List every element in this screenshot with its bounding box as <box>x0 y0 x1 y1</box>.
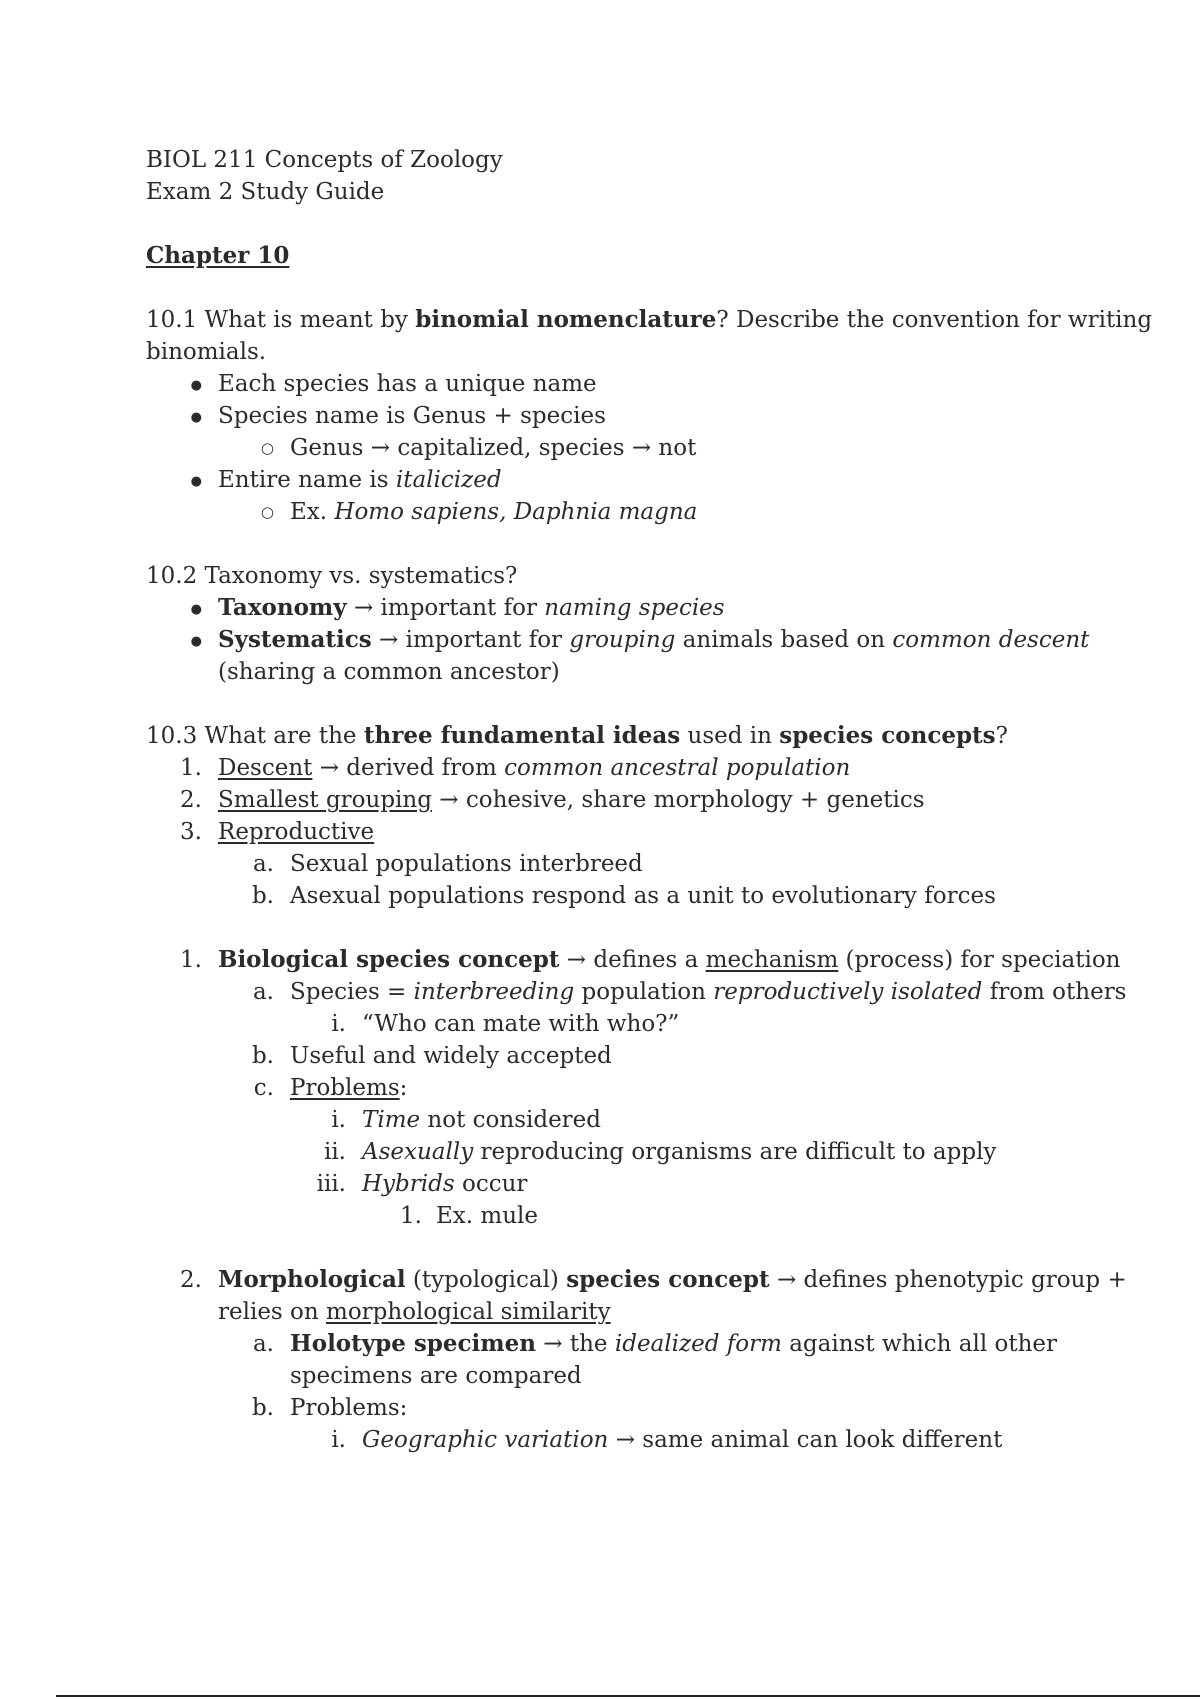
document-page <box>146 144 1153 1456</box>
list-item: 1. Biological species concept → defines a mechanism (process) for speciation <box>180 946 1121 973</box>
list-item: i. “Who can mate with who?” <box>331 1011 680 1037</box>
bullet-icon <box>146 400 202 436</box>
page-bottom-rule <box>56 1695 1200 1697</box>
question-10-1: 10.1 What is meant by binomial nomenclature? Describe the convention for writing <box>146 306 1153 333</box>
hollow-bullet-icon <box>218 496 274 530</box>
list-item: ● Entire name is italicized <box>146 464 1096 496</box>
list-item: 2. Morphological (typological) species concept → defines phenotypic group + <box>180 1266 1127 1293</box>
list-item: 2. Smallest grouping → cohesive, share morphology + genetics <box>180 787 925 813</box>
list-item: ● Each species has a unique name <box>146 368 1096 400</box>
arrow-icon: → <box>543 1331 563 1357</box>
arrow-icon: → <box>566 947 587 973</box>
list-item: b. Problems: <box>251 1395 408 1421</box>
list-item: c. Problems: <box>253 1075 408 1101</box>
question-10-2: 10.2 Taxonomy vs. systematics? <box>146 563 518 589</box>
list-item: i. Time not considered <box>331 1107 602 1133</box>
list-item: b. Useful and widely accepted <box>251 1043 612 1069</box>
list-item: a. Sexual populations interbreed <box>252 851 643 877</box>
list-item-cont: relies on morphological similarity <box>218 1299 611 1325</box>
list-item-cont: (sharing a common ancestor) <box>218 659 560 685</box>
list-item: ○ Ex. Homo sapiens, Daphnia magna <box>146 496 1096 528</box>
bullet-icon <box>146 368 202 404</box>
arrow-icon: → <box>370 435 391 461</box>
list-item: a. Species = interbreeding population reproductively isolated from others <box>252 979 1127 1005</box>
list-item: ii. Asexually reproducing organisms are difficult to apply <box>323 1139 997 1165</box>
list-item: b. Asexual populations respond as a unit to evolutionary forces <box>251 883 996 909</box>
guide-subtitle: Exam 2 Study Guide <box>146 179 385 205</box>
question-10-1-cont: binomials. <box>146 339 267 365</box>
list-item-cont: specimens are compared <box>290 1363 582 1389</box>
bullet-icon <box>146 464 202 500</box>
list-item: 1. Descent → derived from common ancestral population <box>180 755 851 781</box>
bullet-icon <box>146 592 202 628</box>
arrow-icon: → <box>379 627 399 653</box>
course-title: BIOL 211 Concepts of Zoology <box>146 147 503 173</box>
arrow-icon: → <box>615 1427 635 1453</box>
list-item: iii. Hybrids occur <box>316 1171 528 1197</box>
chapter-heading: Chapter 10 <box>146 242 290 269</box>
bullet-icon <box>146 624 202 660</box>
list-item: i. Geographic variation → same animal can look different <box>331 1427 1003 1453</box>
list-item: 3. Reproductive <box>180 819 375 845</box>
list-item: ● Species name is Genus + species <box>146 400 1096 432</box>
arrow-icon: → <box>319 755 339 781</box>
arrow-icon: → <box>439 787 459 813</box>
arrow-icon: → <box>353 595 374 621</box>
list-item: ● Taxonomy → important for naming species <box>146 592 1096 624</box>
list-item: ● Systematics → important for grouping animals based on common descent <box>146 624 1096 656</box>
list-item: ○ Genus → capitalized, species → not <box>146 432 1096 464</box>
list-item: 1. Ex. mule <box>400 1203 538 1229</box>
arrow-icon: → <box>631 435 652 461</box>
list-item: a. Holotype specimen → the idealized form against which all other <box>252 1330 1057 1357</box>
question-10-3: 10.3 What are the three fundamental ideas used in species concepts? <box>146 722 1008 749</box>
arrow-icon: → <box>776 1267 797 1293</box>
hollow-bullet-icon <box>218 432 274 466</box>
